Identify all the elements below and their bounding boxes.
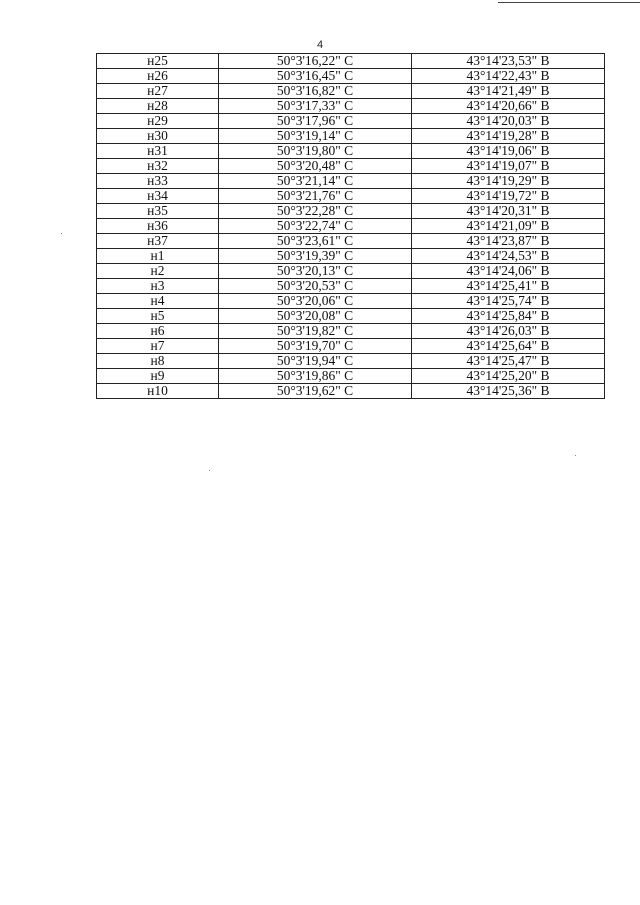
point-id-cell: н1 — [97, 249, 219, 264]
table-row — [97, 129, 605, 144]
table-row — [97, 354, 605, 369]
latitude-cell: 50°3'20,06" С — [219, 294, 412, 309]
latitude-cell: 50°3'22,74" С — [219, 219, 412, 234]
point-id-cell: н10 — [97, 384, 219, 399]
latitude-cell: 50°3'19,86" С — [219, 369, 412, 384]
longitude-cell: 43°14'24,53" В — [412, 249, 605, 264]
table-row — [97, 84, 605, 99]
latitude-cell: 50°3'16,45" С — [219, 69, 412, 84]
latitude-cell: 50°3'20,48" С — [219, 159, 412, 174]
longitude-cell: 43°14'21,09" В — [412, 219, 605, 234]
longitude-cell: 43°14'23,53" В — [412, 54, 605, 69]
coordinates-table-body — [97, 54, 605, 399]
longitude-cell: 43°14'23,87" В — [412, 234, 605, 249]
point-id-cell: н4 — [97, 294, 219, 309]
longitude-cell: 43°14'19,28" В — [412, 129, 605, 144]
table-row — [97, 234, 605, 249]
table-row — [97, 384, 605, 399]
table-row — [97, 114, 605, 129]
scan-speck — [209, 470, 210, 471]
longitude-cell: 43°14'25,47" В — [412, 354, 605, 369]
longitude-cell: 43°14'19,72" В — [412, 189, 605, 204]
table-row — [97, 189, 605, 204]
latitude-cell: 50°3'16,22" С — [219, 54, 412, 69]
page-number: 4 — [316, 39, 324, 51]
longitude-cell: 43°14'25,36" В — [412, 384, 605, 399]
longitude-cell: 43°14'24,06" В — [412, 264, 605, 279]
longitude-cell: 43°14'22,43" В — [412, 69, 605, 84]
point-id-cell: н26 — [97, 69, 219, 84]
table-row — [97, 264, 605, 279]
point-id-cell: н29 — [97, 114, 219, 129]
longitude-cell: 43°14'19,06" В — [412, 144, 605, 159]
point-id-cell: н25 — [97, 54, 219, 69]
point-id-cell: н32 — [97, 159, 219, 174]
latitude-cell: 50°3'23,61" С — [219, 234, 412, 249]
latitude-cell: 50°3'16,82" С — [219, 84, 412, 99]
latitude-cell: 50°3'20,08" С — [219, 309, 412, 324]
point-id-cell: н6 — [97, 324, 219, 339]
top-edge-rule — [498, 2, 640, 3]
table-row — [97, 309, 605, 324]
point-id-cell: н30 — [97, 129, 219, 144]
table-row — [97, 159, 605, 174]
point-id-cell: н9 — [97, 369, 219, 384]
latitude-cell: 50°3'21,14" С — [219, 174, 412, 189]
table-row — [97, 54, 605, 69]
point-id-cell: н2 — [97, 264, 219, 279]
point-id-cell: н34 — [97, 189, 219, 204]
scan-speck — [61, 233, 62, 234]
latitude-cell: 50°3'22,28" С — [219, 204, 412, 219]
longitude-cell: 43°14'21,49" В — [412, 84, 605, 99]
latitude-cell: 50°3'19,82" С — [219, 324, 412, 339]
table-row — [97, 144, 605, 159]
latitude-cell: 50°3'19,70" С — [219, 339, 412, 354]
point-id-cell: н35 — [97, 204, 219, 219]
table-row — [97, 279, 605, 294]
point-id-cell: н8 — [97, 354, 219, 369]
longitude-cell: 43°14'25,84" В — [412, 309, 605, 324]
longitude-cell: 43°14'25,74" В — [412, 294, 605, 309]
table-row — [97, 294, 605, 309]
table-row — [97, 369, 605, 384]
latitude-cell: 50°3'19,62" С — [219, 384, 412, 399]
scan-speck — [575, 455, 576, 456]
longitude-cell: 43°14'20,03" В — [412, 114, 605, 129]
table-row — [97, 249, 605, 264]
latitude-cell: 50°3'17,96" С — [219, 114, 412, 129]
latitude-cell: 50°3'17,33" С — [219, 99, 412, 114]
longitude-cell: 43°14'19,07" В — [412, 159, 605, 174]
point-id-cell: н36 — [97, 219, 219, 234]
longitude-cell: 43°14'20,66" В — [412, 99, 605, 114]
latitude-cell: 50°3'19,94" С — [219, 354, 412, 369]
table-row — [97, 339, 605, 354]
latitude-cell: 50°3'19,14" С — [219, 129, 412, 144]
point-id-cell: н3 — [97, 279, 219, 294]
longitude-cell: 43°14'19,29" В — [412, 174, 605, 189]
longitude-cell: 43°14'25,20" В — [412, 369, 605, 384]
longitude-cell: 43°14'26,03" В — [412, 324, 605, 339]
longitude-cell: 43°14'20,31" В — [412, 204, 605, 219]
table-row — [97, 69, 605, 84]
table-row — [97, 324, 605, 339]
point-id-cell: н33 — [97, 174, 219, 189]
latitude-cell: 50°3'20,13" С — [219, 264, 412, 279]
table-row — [97, 204, 605, 219]
table-row — [97, 219, 605, 234]
table-row — [97, 99, 605, 114]
point-id-cell: н31 — [97, 144, 219, 159]
longitude-cell: 43°14'25,41" В — [412, 279, 605, 294]
point-id-cell: н28 — [97, 99, 219, 114]
latitude-cell: 50°3'20,53" С — [219, 279, 412, 294]
latitude-cell: 50°3'19,39" С — [219, 249, 412, 264]
point-id-cell: н7 — [97, 339, 219, 354]
table-row — [97, 174, 605, 189]
latitude-cell: 50°3'21,76" С — [219, 189, 412, 204]
coordinates-table — [96, 53, 605, 399]
longitude-cell: 43°14'25,64" В — [412, 339, 605, 354]
point-id-cell: н27 — [97, 84, 219, 99]
point-id-cell: н5 — [97, 309, 219, 324]
point-id-cell: н37 — [97, 234, 219, 249]
latitude-cell: 50°3'19,80" С — [219, 144, 412, 159]
